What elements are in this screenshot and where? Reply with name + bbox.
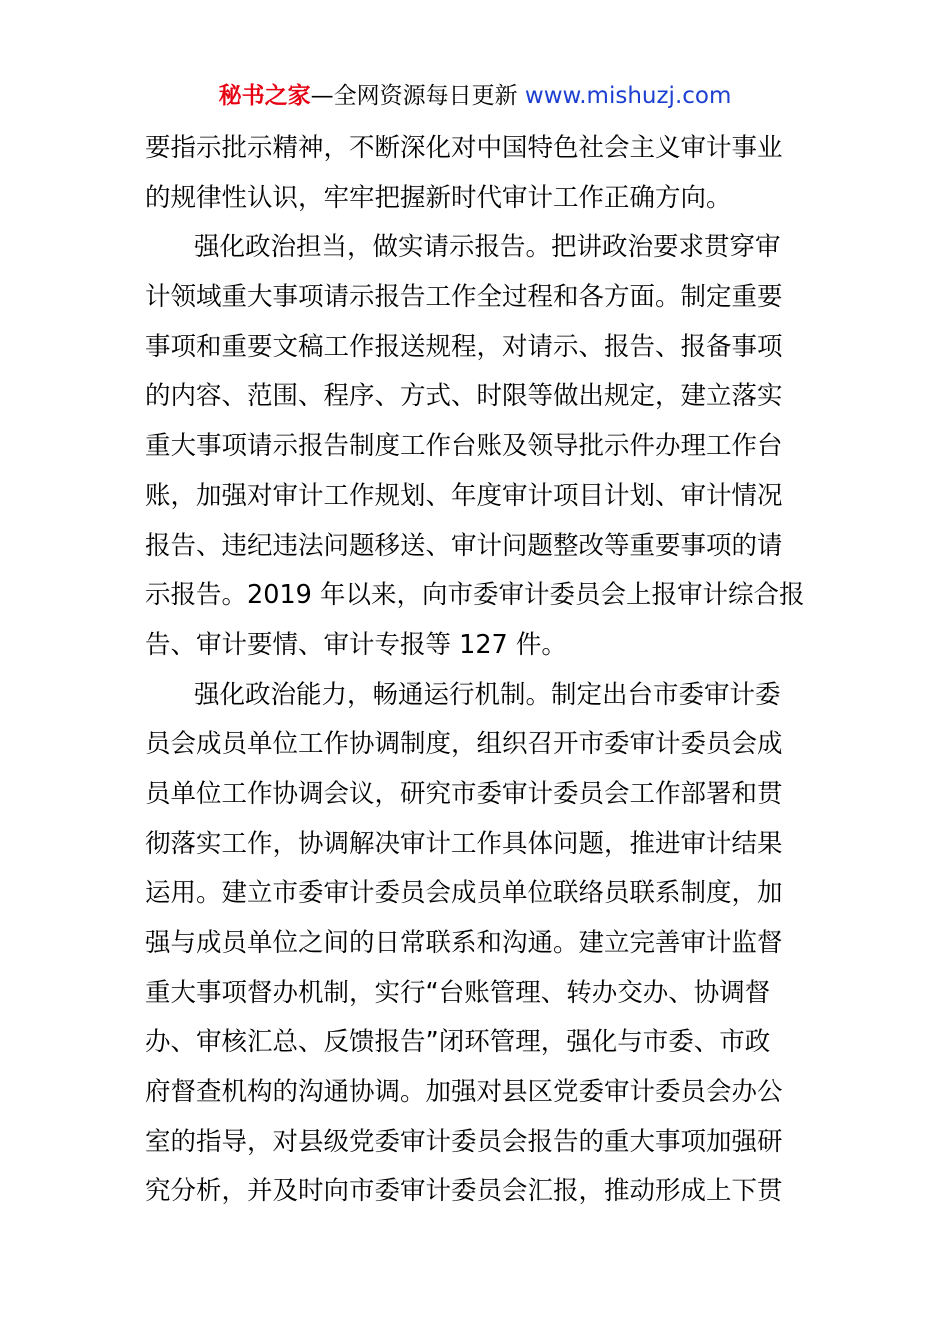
text-line: 究分析，并及时向市委审计委员会汇报，推动形成上下贯 — [145, 1176, 783, 1207]
site-link[interactable]: www.mishuzj.com — [524, 83, 732, 109]
text-line: 示报告。2019 年以来，向市委审计委员会上报审计综合报 — [145, 580, 805, 611]
text-line: 重大事项请示报告制度工作台账及领导批示件办理工作台 — [145, 431, 783, 462]
brand-name: 秘书之家 — [218, 83, 311, 109]
text-line: 要指示批示精神，不断深化对中国特色社会主义审计事业 — [145, 133, 783, 163]
text-line: 强化政治能力，畅通运行机制。制定出台市委审计委 — [194, 679, 781, 710]
text-line: 室的指导，对县级党委审计委员会报告的重大事项加强研 — [145, 1126, 783, 1157]
header-tagline: —全网资源每日更新 — [310, 83, 518, 109]
text-line: 员会成员单位工作协调制度，组织召开市委审计委员会成 — [145, 729, 783, 760]
text-line: 员单位工作协调会议，研究市委审计委员会工作部署和贯 — [145, 778, 783, 809]
document-body — [0, 124, 950, 1217]
text-line: 的内容、范围、程序、方式、时限等做出规定，建立落实 — [145, 381, 783, 412]
text-line: 府督查机构的沟通协调。加强对县区党委审计委员会办公 — [145, 1077, 783, 1108]
text-line: 办、审核汇总、反馈报告”闭环管理，强化与市委、市政 — [145, 1027, 771, 1058]
text-line: 计领域重大事项请示报告工作全过程和各方面。制定重要 — [145, 282, 783, 313]
text-line: 报告、违纪违法问题移送、审计问题整改等重要事项的请 — [145, 530, 783, 561]
text-line: 强与成员单位之间的日常联系和沟通。建立完善审计监督 — [145, 928, 783, 958]
text-line: 事项和重要文稿工作报送规程，对请示、报告、报备事项 — [145, 331, 783, 362]
text-line: 重大事项督办机制，实行“台账管理、转办交办、协调督 — [145, 977, 771, 1008]
text-line: 告、审计要情、审计专报等 127 件。 — [145, 629, 567, 660]
text-line: 彻落实工作，协调解决审计工作具体问题，推进审计结果 — [145, 828, 783, 859]
text-line: 运用。建立市委审计委员会成员单位联络员联系制度，加 — [145, 878, 783, 909]
page-header — [0, 80, 950, 112]
text-line: 账，加强对审计工作规划、年度审计项目计划、审计情况 — [145, 480, 783, 511]
text-line: 的规律性认识，牢牢把握新时代审计工作正确方向。 — [145, 182, 732, 213]
text-line: 强化政治担当，做实请示报告。把讲政治要求贯穿审 — [194, 232, 781, 263]
